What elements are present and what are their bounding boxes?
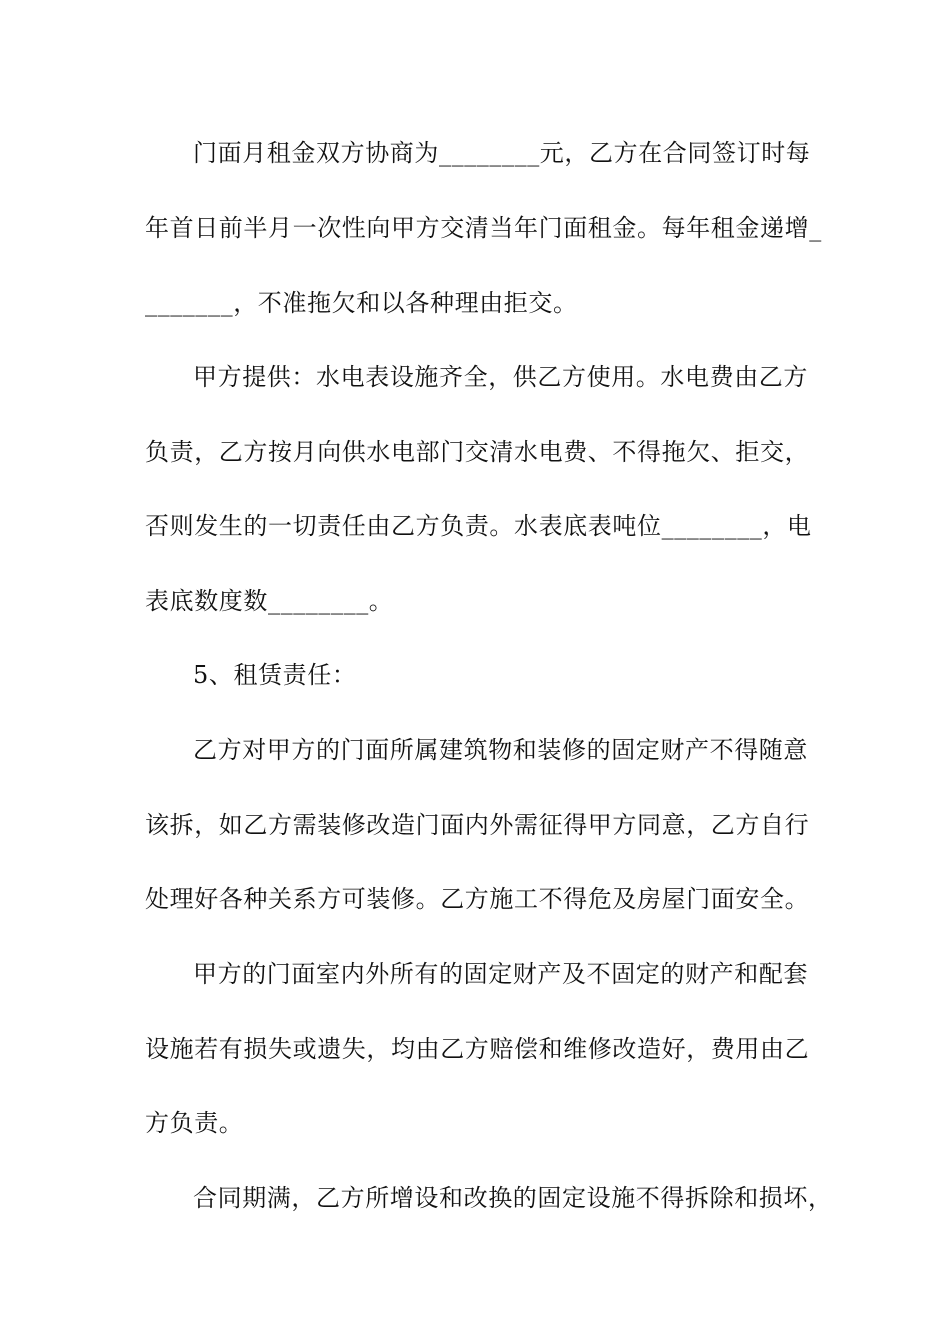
text-line: 设施若有损失或遗失，均由乙方赔偿和维修改造好，费用由乙	[145, 1035, 810, 1063]
text-line: 方负责。	[145, 1109, 244, 1137]
text-line: 门面月租金双方协商为________元，乙方在合同签订时每	[193, 139, 811, 167]
text-line: 负责，乙方按月向供水电部门交清水电费、不得拖欠、拒交，	[145, 438, 810, 466]
text-line: 合同期满，乙方所增设和改换的固定设施不得拆除和损坏，	[193, 1184, 833, 1212]
text-line: 否则发生的一切责任由乙方负责。水表底表吨位________，电	[145, 512, 812, 540]
text-line: 该拆，如乙方需装修改造门面内外需征得甲方同意，乙方自行	[145, 811, 810, 839]
text-line: 乙方对甲方的门面所属建筑物和装修的固定财产不得随意	[193, 736, 808, 764]
text-line: 年首日前半月一次性向甲方交清当年门面租金。每年租金递增_	[145, 214, 822, 242]
text-line: 甲方的门面室内外所有的固定财产及不固定的财产和配套	[193, 960, 808, 988]
text-line: 甲方提供：水电表设施齐全，供乙方使用。水电费由乙方	[193, 363, 808, 391]
text-line: _______，不准拖欠和以各种理由拒交。	[145, 289, 578, 317]
text-line: 表底数度数________。	[145, 587, 394, 615]
text-line: 处理好各种关系方可装修。乙方施工不得危及房屋门面安全。	[145, 885, 810, 913]
section-heading: 5、租赁责任：	[193, 661, 357, 689]
